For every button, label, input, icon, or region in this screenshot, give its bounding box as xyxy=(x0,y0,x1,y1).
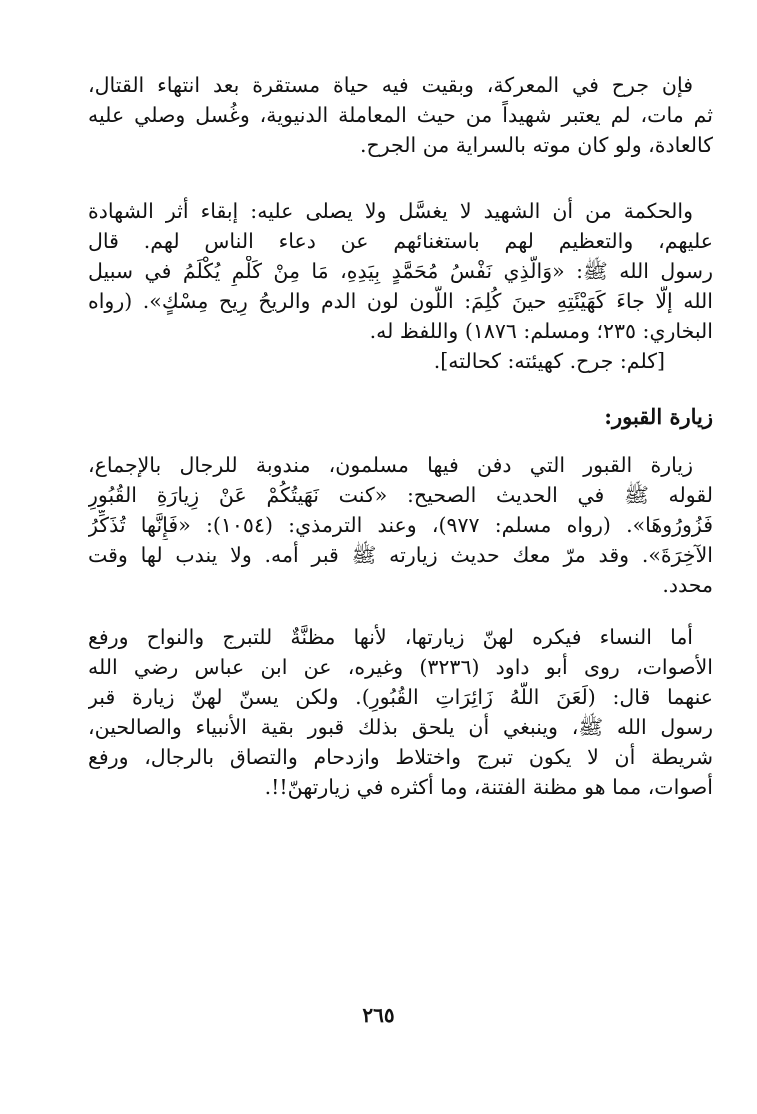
paragraph-4 xyxy=(88,622,713,802)
text-line: محدد. xyxy=(662,573,713,597)
document-body xyxy=(88,70,713,824)
text-line: فإن جرح في المعركة، وبقيت فيه حياة مستقرة بعد انتهاء القتال، xyxy=(88,73,693,97)
text-line: شريطة أن لا يكون تبرج واختلاط وازدحام والتصاق بالرجال، ورفع xyxy=(88,745,713,769)
text-line: أصوات، مما هو مظنة الفتنة، وما أكثره في زيارتهنّ!!. xyxy=(264,775,713,799)
text-line: أما النساء فيكره لهنّ زيارتها، لأنها مظنَّةٌ للتبرج والنواح ورفع xyxy=(88,625,693,649)
text-line: كالعادة، ولو كان موته بالسراية من الجرح. xyxy=(359,133,713,157)
text-line: البخاري: ٢٣٥؛ ومسلم: ١٨٧٦) واللفظ له. xyxy=(369,319,713,343)
paragraph-3 xyxy=(88,450,713,600)
text-line: ثم مات، لم يعتبر شهيداً من حيث المعاملة الدنيوية، وغُسل وصلي عليه xyxy=(88,103,713,127)
text-line: لقوله ﷺ في الحديث الصحيح: «كنت نَهَيتُكُمْ عَنْ زِيارَةِ القُبُورِ xyxy=(88,483,713,507)
paragraph-2 xyxy=(88,196,713,376)
section-heading: زيارة القبور: xyxy=(604,404,713,429)
paragraph-1 xyxy=(88,70,713,160)
text-line: رسول الله ﷺ: «وَالَّذِي نَفْسُ مُحَمَّدٍ بِيَدِهِ، مَا مِنْ كَلْمٍ يُكْلَمُ في سبيل xyxy=(88,259,713,283)
text-line: الآخِرَةَ». وقد مرّ معك حديث زيارته ﷺ قبر أمه. ولا يندب لها وقت xyxy=(88,543,713,567)
footnote-line: [كلم: جرح. كهيئته: كحالته]. xyxy=(433,349,665,373)
text-line: عليهم، والتعظيم لهم باستغنائهم عن دعاء الناس لهم. قال xyxy=(88,229,713,253)
text-line: فَزُورُوهَا». (رواه مسلم: ٩٧٧)، وعند الترمذي: (١٠٥٤): «فَإِنَّها تُذَكِّرُ xyxy=(88,513,713,537)
text-line: رسول الله ﷺ، وينبغي أن يلحق بذلك قبور بقية الأنبياء والصالحين، xyxy=(88,715,713,739)
text-line: عنهما قال: (لَعَنَ اللَّهُ زَائِرَاتِ القُبُورِ). ولكن يسنّ لهنّ زيارة قبر xyxy=(88,685,713,709)
text-line: الله إلّا جاءَ كَهَيْئَتِهِ حينَ كُلِمَ: اللَّون لون الدم والريحُ رِيح مِسْكٍ». (رواه xyxy=(88,289,713,313)
text-line: الأصوات، روى أبو داود (٣٢٣٦) وغيره، عن ابن عباس رضي الله xyxy=(88,655,713,679)
text-line: والحكمة من أن الشهيد لا يغسَّل ولا يصلى عليه: إبقاء أثر الشهادة xyxy=(88,199,693,223)
page-number: ٢٦٥ xyxy=(362,1003,395,1027)
text-line: زيارة القبور التي دفن فيها مسلمون، مندوبة للرجال بالإجماع، xyxy=(88,453,693,477)
